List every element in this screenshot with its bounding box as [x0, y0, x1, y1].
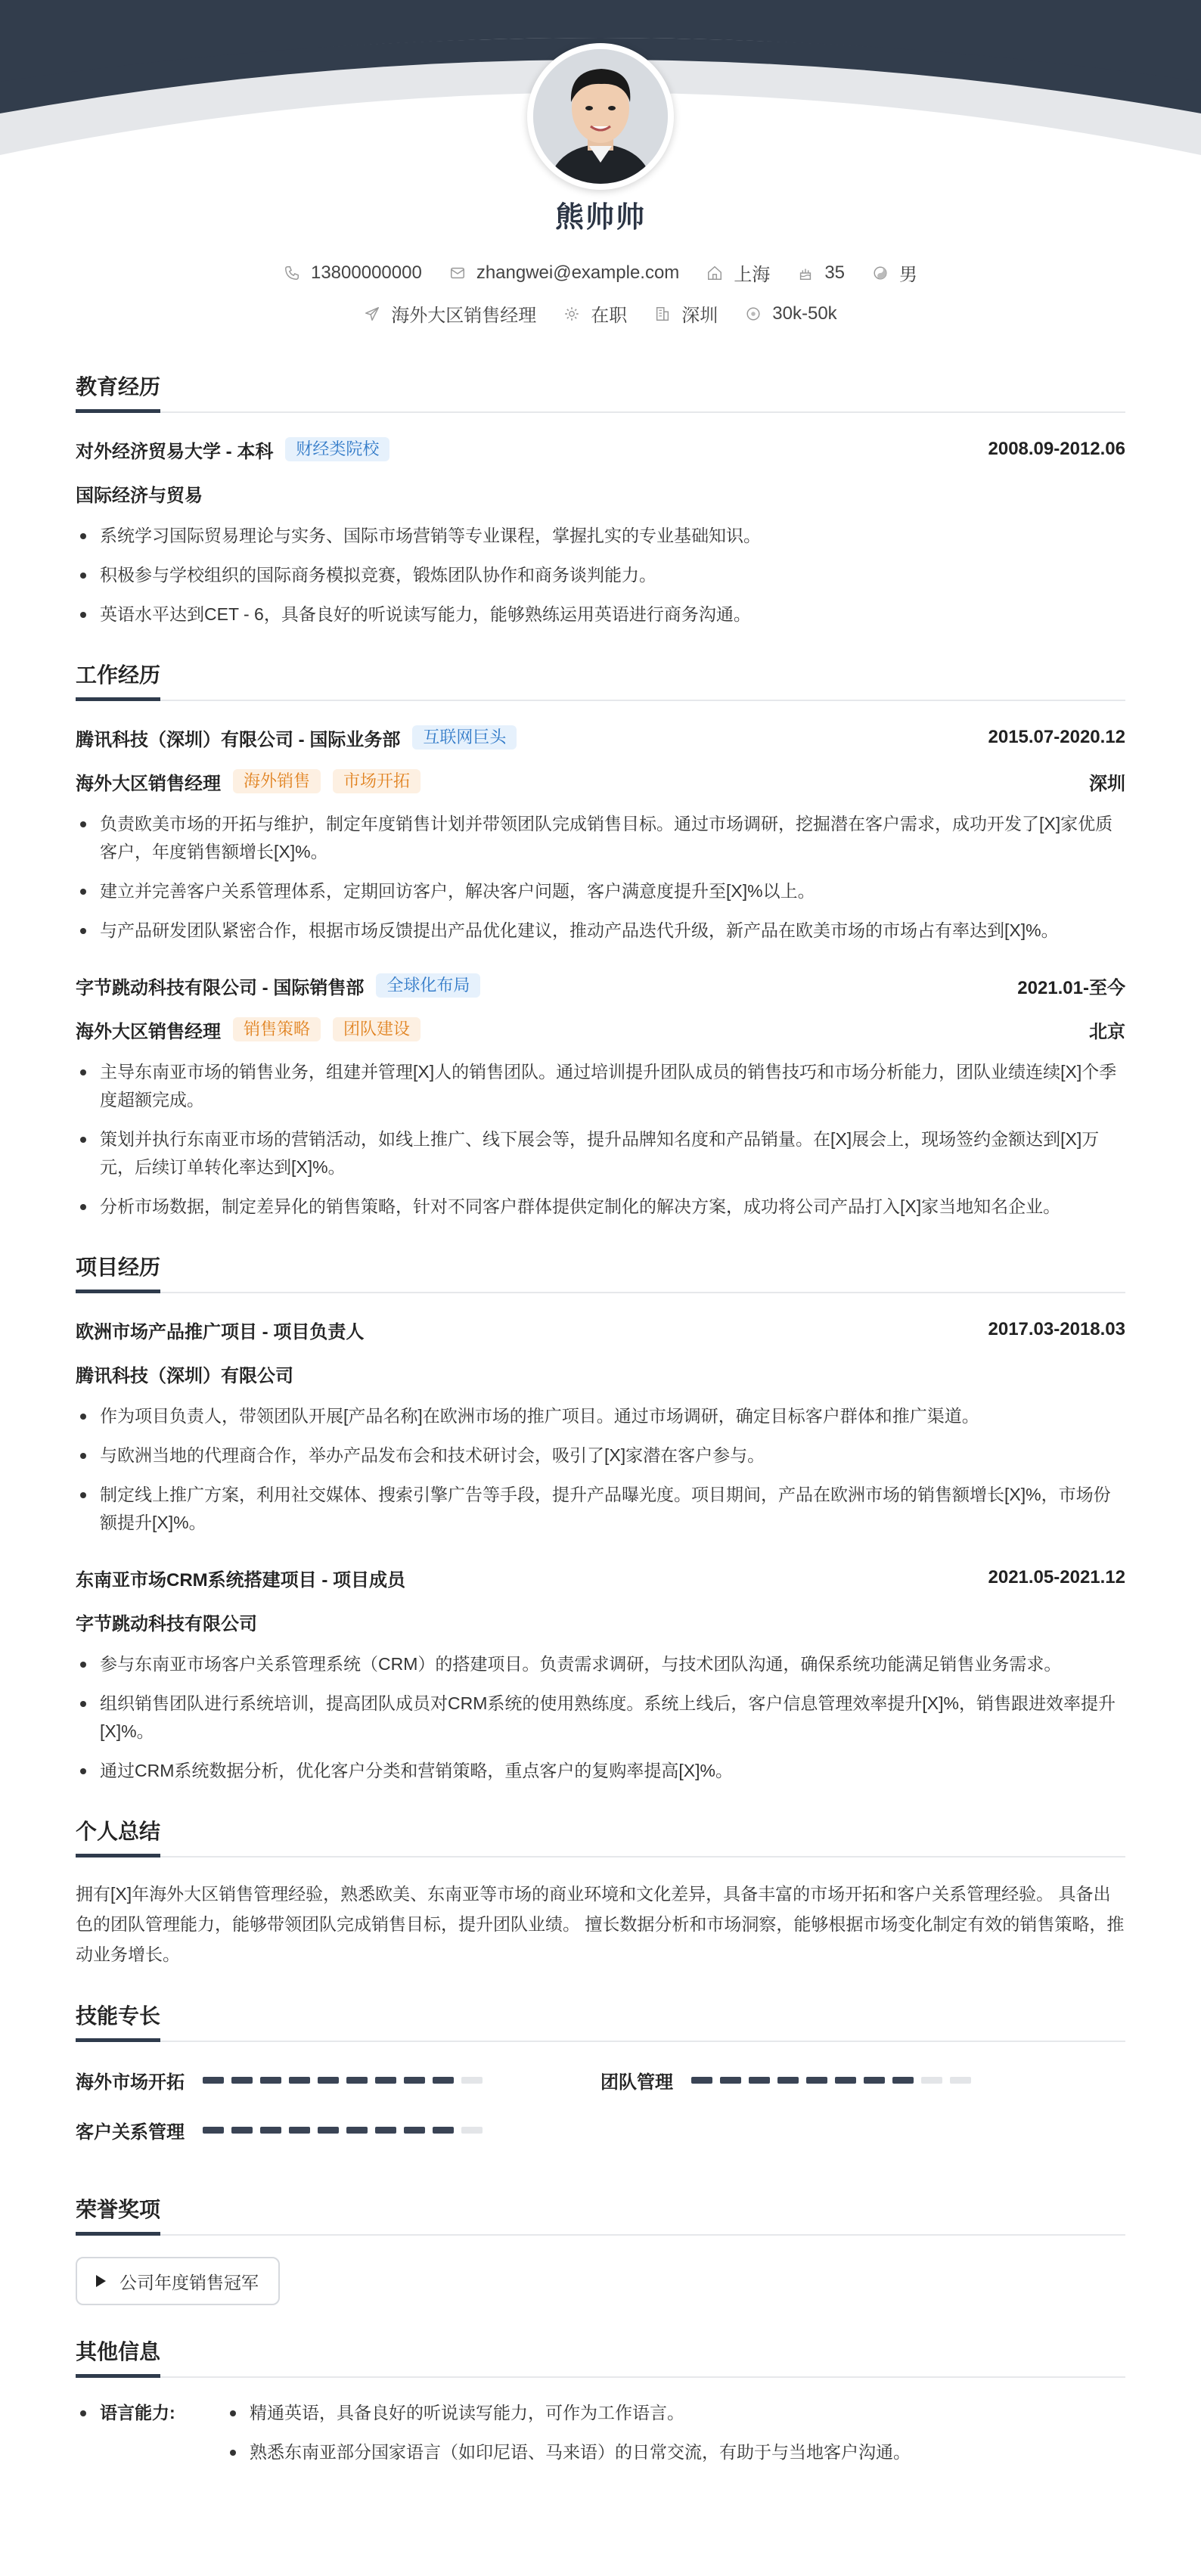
work-location: 深圳: [1089, 773, 1125, 794]
work-head: [76, 722, 1125, 753]
work-title: 工作经历: [76, 659, 1125, 701]
role-name: 海外大区销售经理: [76, 773, 221, 794]
list-item: 积极参与学校组织的国际商务模拟竞赛，锻炼团队协作和商务谈判能力。: [76, 561, 1125, 589]
job-row: [0, 300, 1201, 327]
skill-bar-filled: [375, 2127, 396, 2134]
phone-icon: [284, 265, 300, 281]
major-name: 国际经济与贸易: [76, 485, 203, 506]
gear-icon: [563, 306, 580, 322]
skill-bar-filled: [375, 2077, 396, 2084]
list-item: 策划并执行东南亚市场的营销活动，如线上推广、线下展会等，提升品牌知名度和产品销量。在[X]展会上，现场签约金额达到[X]万元，后续订单转化率达到[X]%。: [76, 1125, 1125, 1181]
project-head: [76, 1563, 1125, 1593]
language-label: 语言能力:: [76, 2399, 225, 2478]
avatar-photo: [533, 49, 668, 184]
list-item: 熟悉东南亚部分国家语言（如印尼语、马来语）的日常交流，有助于与当地客户沟通。: [225, 2438, 1125, 2466]
project-date: 2017.03-2018.03: [988, 1319, 1125, 1339]
send-icon: [364, 306, 380, 322]
skill-bar-filled: [346, 2077, 368, 2084]
job-city-text: 深圳: [681, 306, 718, 326]
list-item: 分析市场数据，制定差异化的销售策略，针对不同客户群体提供定制化的解决方案，成功将公司产品打入[X]家当地知名企业。: [76, 1193, 1125, 1221]
job-position: [364, 300, 536, 327]
project-entry: [76, 1563, 1125, 1785]
role-name: 海外大区销售经理: [76, 1021, 221, 1042]
work-date: 2015.07-2020.12: [988, 727, 1125, 747]
work-bullets: [76, 1058, 1125, 1221]
skill-bar-filled: [231, 2077, 253, 2084]
list-item: 作为项目负责人，带领团队开展[产品名称]在欧洲市场的推广项目。通过市场调研，确定目标客户群体和推广渠道。: [76, 1402, 1125, 1430]
skill-bar-filled: [892, 2077, 914, 2084]
company-tag: 全球化布局: [376, 973, 480, 998]
skill-level-bars: [691, 2077, 979, 2084]
project-head: [76, 1314, 1125, 1345]
project-company: 腾讯科技（深圳）有限公司: [76, 1365, 293, 1386]
award-text: 公司年度销售冠军: [119, 2272, 259, 2292]
skill-bar-empty: [461, 2077, 483, 2084]
project-company-row: [76, 1358, 1125, 1389]
candidate-name: 熊帅帅: [554, 202, 646, 234]
education-bullets: [76, 522, 1125, 628]
role-row: [76, 1014, 1125, 1044]
skill-bar-filled: [806, 2077, 827, 2084]
education-date: 2008.09-2012.06: [988, 439, 1125, 459]
skill-bar-filled: [777, 2077, 799, 2084]
work-bullets: [76, 810, 1125, 945]
skill-bar-empty: [921, 2077, 942, 2084]
skill-bar-empty: [461, 2127, 483, 2134]
skill-bar-filled: [318, 2127, 339, 2134]
work-location: 北京: [1089, 1021, 1125, 1042]
play-icon: [94, 2274, 107, 2288]
skill-bar-filled: [835, 2077, 856, 2084]
list-item: 通过CRM系统数据分析，优化客户分类和营销策略，重点客户的复购率提高[X]%。: [76, 1757, 1125, 1785]
skill-bar-filled: [864, 2077, 885, 2084]
skills-list: [76, 2063, 1125, 2163]
company-tag: 互联网巨头: [412, 725, 517, 750]
contact-email: [449, 262, 680, 284]
role-tag: 海外销售: [233, 769, 321, 793]
summary-text: 拥有[X]年海外大区销售管理经验，熟悉欧美、东南亚等市场的商业环境和文化差异，具备丰富的市场开拓和客户关系管理经验。 具备出色的团队管理能力，能够带领团队完成销售目标，提升团队业绩。 擅长数据分析和市场洞察，能够根据市场变化制定有效的销售策略，推动业务增长。: [76, 1884, 1125, 1964]
skill-name: 客户关系管理: [76, 2121, 185, 2143]
skill-bar-filled: [260, 2077, 281, 2084]
city-text: 上海: [734, 265, 771, 285]
job-status: [563, 300, 627, 327]
summary-title: 个人总结: [76, 1815, 1125, 1858]
role-tag: 团队建设: [333, 1017, 421, 1041]
skill-bar-filled: [691, 2077, 712, 2084]
language-bullets: [225, 2399, 1125, 2466]
work-head: [76, 970, 1125, 1001]
school-name: 对外经济贸易大学 - 本科: [76, 441, 274, 462]
honors-title: 荣誉奖项: [76, 2193, 1125, 2236]
education-section: [76, 371, 1125, 628]
contact-city: [706, 259, 770, 286]
skill-bar-filled: [260, 2127, 281, 2134]
project-entry: [76, 1314, 1125, 1537]
status-text: 在职: [591, 306, 628, 326]
skill-bar-filled: [346, 2127, 368, 2134]
project-bullets: [76, 1402, 1125, 1537]
list-item: 参与东南亚市场客户关系管理系统（CRM）的搭建项目。负责需求调研，与技术团队沟通，确保系统功能满足销售业务需求。: [76, 1650, 1125, 1678]
project-name: 东南亚市场CRM系统搭建项目 - 项目成员: [76, 1569, 405, 1591]
skill-bar-filled: [289, 2077, 310, 2084]
honors-section: [76, 2193, 1125, 2305]
other-section: [76, 2335, 1125, 2478]
project-date: 2021.05-2021.12: [988, 1567, 1125, 1587]
skill-name: 团队管理: [600, 2072, 673, 2093]
list-item: 建立并完善客户关系管理体系，定期回访客户，解决客户问题，客户满意度提升至[X]%以上。: [76, 877, 1125, 905]
skill-bar-empty: [950, 2077, 971, 2084]
major-row: [76, 478, 1125, 508]
contact-phone: [284, 262, 422, 284]
work-section: [76, 659, 1125, 1221]
projects-section: [76, 1251, 1125, 1785]
skill-bar-filled: [404, 2127, 425, 2134]
skills-section: [76, 2000, 1125, 2163]
contact-age: [797, 262, 845, 284]
work-date: 2021.01-至今: [1017, 977, 1125, 998]
list-item: 精通英语，具备良好的听说读写能力，可作为工作语言。: [225, 2399, 1125, 2427]
resume-content: [76, 371, 1125, 2508]
salary-text: 30k-50k: [772, 303, 837, 324]
skill-bar-filled: [231, 2127, 253, 2134]
skill-bar-filled: [203, 2127, 224, 2134]
education-title: 教育经历: [76, 371, 1125, 413]
list-item: 组织销售团队进行系统培训，提高团队成员对CRM系统的使用熟练度。系统上线后，客户信息管理效率提升[X]%，销售跟进效率提升[X]%。: [76, 1690, 1125, 1746]
role-row: [76, 766, 1125, 796]
gender-icon: [872, 265, 889, 281]
email-icon: [449, 265, 466, 281]
email-text: zhangwei@example.com: [476, 262, 680, 283]
skill-bar-filled: [318, 2077, 339, 2084]
list-item: 与产品研发团队紧密合作，根据市场反馈提出产品优化建议，推动产品迭代升级，新产品在欧美市场的市场占有率达到[X]%。: [76, 917, 1125, 945]
age-icon: [797, 265, 814, 281]
projects-title: 项目经历: [76, 1251, 1125, 1293]
list-item: 与欧洲当地的代理商合作，举办产品发布会和技术研讨会，吸引了[X]家潜在客户参与。: [76, 1442, 1125, 1470]
list-item: 制定线上推广方案，利用社交媒体、搜索引擎广告等手段，提升产品曝光度。项目期间，产品在欧洲市场的销售额增长[X]%，市场份额提升[X]%。: [76, 1481, 1125, 1537]
skill-bar-filled: [289, 2127, 310, 2134]
age-text: 35: [824, 262, 846, 283]
school-tag: 财经类院校: [285, 437, 389, 461]
education-head: [76, 434, 1125, 464]
award-badge: [76, 2257, 280, 2305]
skill-item: [76, 2113, 600, 2146]
phone-text: 13800000000: [310, 262, 422, 283]
skill-bar-filled: [203, 2077, 224, 2084]
job-salary: [745, 303, 836, 324]
work-entry: [76, 970, 1125, 1221]
list-item: 英语水平达到CET - 6，具备良好的听说读写能力，能够熟练运用英语进行商务沟通。: [76, 601, 1125, 628]
work-entry: [76, 722, 1125, 945]
salary-icon: [745, 306, 762, 322]
skill-level-bars: [203, 2127, 490, 2134]
other-title: 其他信息: [76, 2335, 1125, 2378]
avatar: [527, 43, 674, 190]
list-item: 系统学习国际贸易理论与实务、国际市场营销等专业课程，掌握扎实的专业基础知识。: [76, 522, 1125, 550]
role-tag: 销售策略: [233, 1017, 321, 1041]
skill-bar-filled: [404, 2077, 425, 2084]
language-row: [76, 2399, 1125, 2478]
skill-item: [600, 2063, 1125, 2096]
project-company: 字节跳动科技有限公司: [76, 1613, 257, 1634]
skill-item: [76, 2063, 600, 2096]
company-name: 字节跳动科技有限公司 - 国际销售部: [76, 977, 365, 998]
skill-name: 海外市场开拓: [76, 2072, 185, 2093]
list-item: 主导东南亚市场的销售业务，组建并管理[X]人的销售团队。通过培训提升团队成员的销售技巧和市场分析能力，团队业绩连续[X]个季度超额完成。: [76, 1058, 1125, 1114]
project-company-row: [76, 1606, 1125, 1637]
project-name: 欧洲市场产品推广项目 - 项目负责人: [76, 1321, 365, 1342]
skill-bar-filled: [749, 2077, 770, 2084]
education-entry: [76, 434, 1125, 628]
list-item: 负责欧美市场的开拓与维护，制定年度销售计划并带领团队完成销售目标。通过市场调研，挖掘潜在客户需求，成功开发了[X]家优质客户，年度销售额增长[X]%。: [76, 810, 1125, 866]
contact-row: [0, 259, 1201, 286]
skill-bar-filled: [720, 2077, 741, 2084]
gender-text: 男: [899, 265, 918, 285]
contact-gender: [872, 259, 917, 286]
company-name: 腾讯科技（深圳）有限公司 - 国际业务部: [76, 729, 401, 750]
skill-bar-filled: [433, 2127, 454, 2134]
skill-bar-filled: [433, 2077, 454, 2084]
home-icon: [706, 265, 723, 281]
project-bullets: [76, 1650, 1125, 1785]
role-tag: 市场开拓: [333, 769, 421, 793]
skills-title: 技能专长: [76, 2000, 1125, 2042]
skill-level-bars: [203, 2077, 490, 2084]
job-city: [654, 300, 718, 327]
position-text: 海外大区销售经理: [391, 306, 537, 326]
summary-section: [76, 1815, 1125, 1969]
building-icon: [654, 306, 671, 322]
